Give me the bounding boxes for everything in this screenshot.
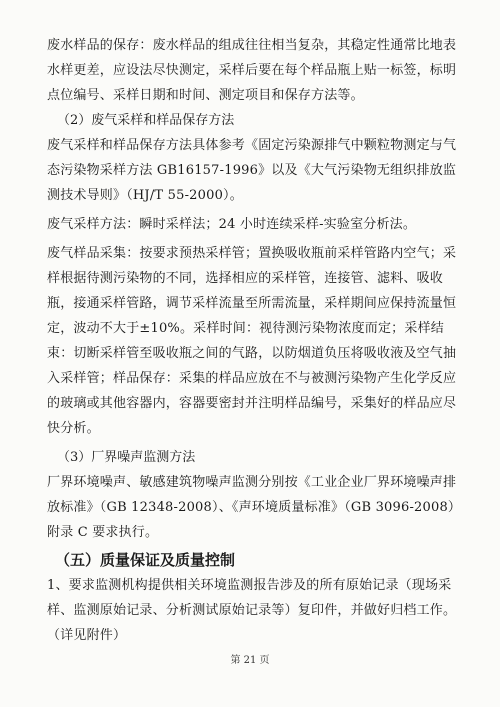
body-text — [47, 33, 457, 648]
subheading-noise-method: （3）厂界噪声监测方法 — [57, 450, 196, 465]
section-title-quality: （五）质量保证及质量控制 — [55, 551, 236, 569]
paragraph-quality-requirement: 1、要求监测机构提供相关环境监测报告涉及的所有原始记录（现场采样、监测原始记录、分析测试原始记录等）复印件，并做好归档工作。（详见附件） — [47, 578, 457, 643]
paragraph-noise-standard: 厂界环境噪声、敏感建筑物噪声监测分别按《工业企业厂界环境噪声排放标准》（GB 12348-2008）、《声环境质量标准》（GB 3096-2008）附录 C 要求执行。 — [47, 475, 457, 540]
subheading-gas-sampling: （2）废气采样和样品保存方法 — [57, 113, 235, 128]
paragraph-gas-reference: 废气采样和样品保存方法具体参考《固定污染源排气中颗粒物测定与气态污染物采样方法 GB16157-1996》以及《大气污染物无组织排放监测技术导则》（HJ/T 55-2000）。 — [47, 138, 457, 203]
page-number: 第 21 页 — [230, 655, 270, 666]
paragraph-gas-method: 废气采样方法：瞬时采样法；24 小时连续采样-实验室分析法。 — [47, 217, 417, 232]
paragraph-wastewater-storage: 废水样品的保存：废水样品的组成往往相当复杂，其稳定性通常比地表水样更差，应设法尽快测定，采样后要在每个样品瓶上贴一标签，标明点位编号、采样日期和时间、测定项目和保存方法等。 — [47, 38, 457, 103]
paragraph-gas-collection: 废气样品采集：按要求预热采样管；置换吸收瓶前采样管路内空气；采样根据待测污染物的不同，选择相应的采样管，连接管、滤料、吸收瓶，接通采样管路，调节采样流量至所需流量，采样期间应保持流量恒定，波动不大于±10%。采样时间：视待测污染物浓度而定；采样结束：切断采样管至吸收瓶之间的气路，以防烟道负压将吸收液及空气抽入采样管；样品保存：采集的样品应放在不与被测污染物产生化学反应的玻璃或其他容器内，容器要密封并注明样品编号，采集好的样品应尽快分析。 — [47, 246, 457, 436]
